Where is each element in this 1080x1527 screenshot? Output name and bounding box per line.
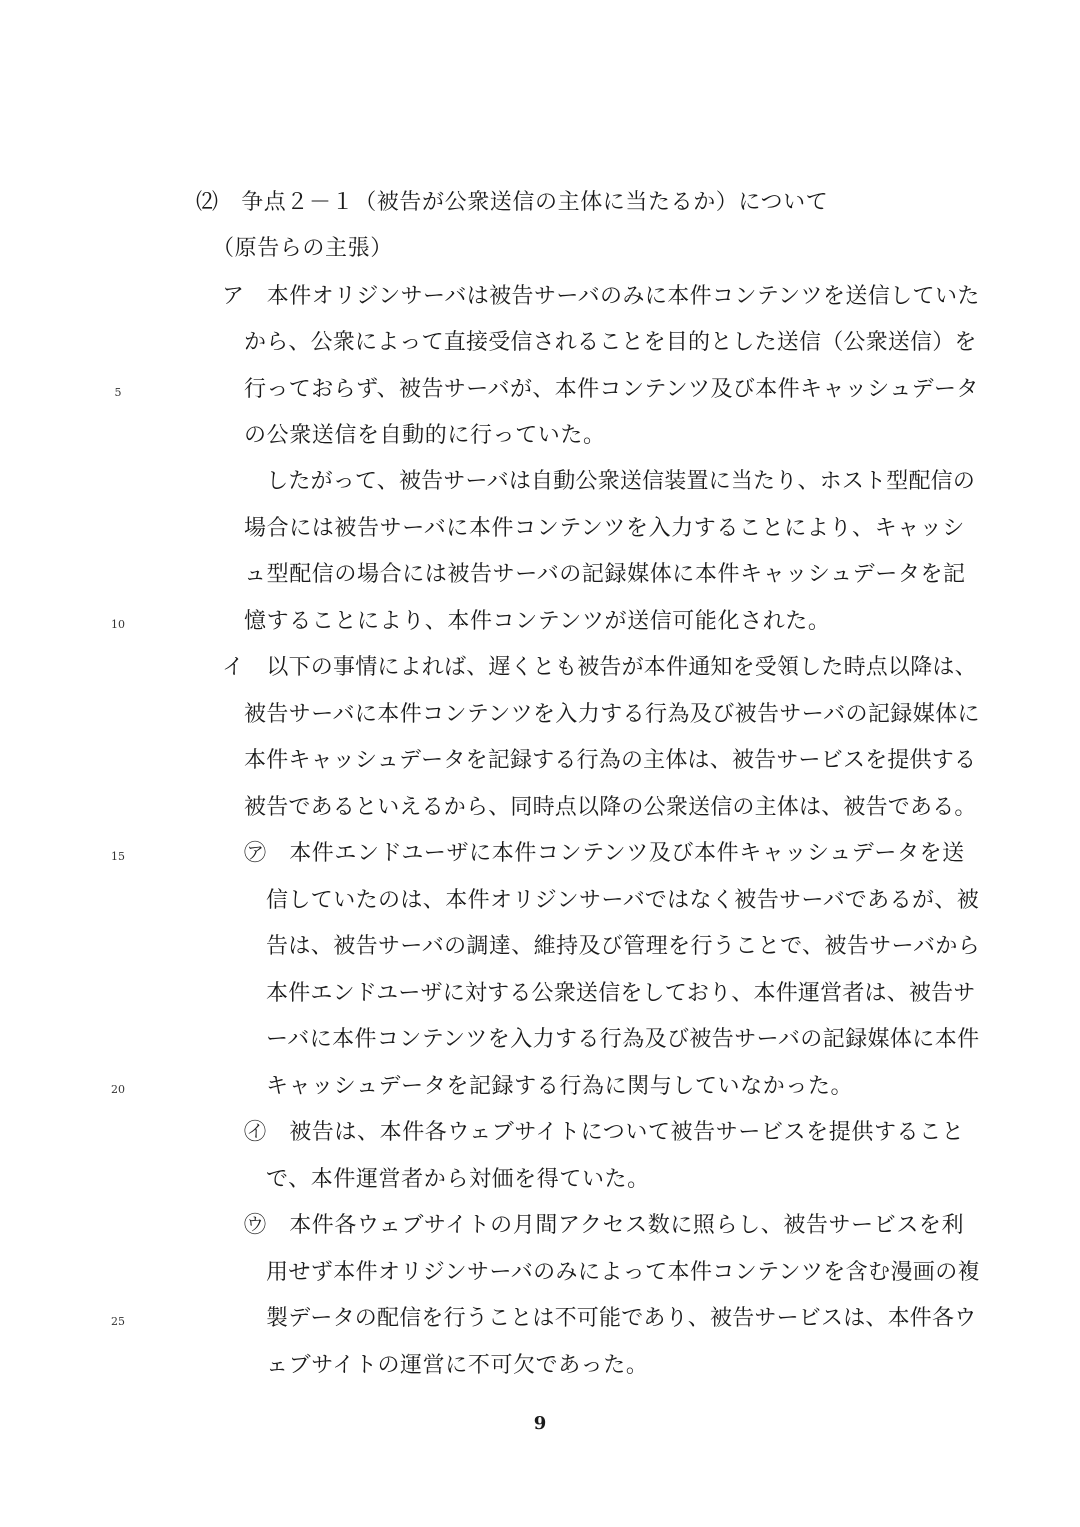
text-line: の公衆送信を自動的に行っていた。 [244, 423, 606, 448]
text-line: 製データの配信を行うことは不可能であり、被告サービスは、本件各ウ [266, 1306, 977, 1331]
text-line: イ 以下の事情によれば、遅くとも被告が本件通知を受領した時点以降は、 [222, 655, 977, 680]
text-line: ア 本件オリジンサーバは被告サーバのみに本件コンテンツを送信していた [222, 284, 980, 309]
page-number: 9 [533, 1413, 547, 1434]
text-line: ェブサイトの運営に不可欠であった。 [266, 1353, 649, 1378]
text-line: 被告であるといえるから、同時点以降の公衆送信の主体は、被告である。 [244, 795, 977, 820]
text-line: 告は、被告サーバの調達、維持及び管理を行うことで、被告サーバから [266, 934, 981, 959]
text-line: したがって、被告サーバは自動公衆送信装置に当たり、ホスト型配信の [244, 469, 976, 494]
text-line: 被告サーバに本件コンテンツを入力する行為及び被告サーバの記録媒体に [244, 702, 980, 727]
text-line: 信していたのは、本件オリジンサーバではなく被告サーバであるが、被 [266, 888, 980, 913]
line-number: 5 [114, 386, 122, 399]
text-line: で、本件運営者から対価を得ていた。 [266, 1167, 650, 1192]
line-number: 15 [111, 850, 125, 863]
text-line: ーバに本件コンテンツを入力する行為及び被告サーバの記録媒体に本件 [266, 1027, 980, 1052]
text-line: キャッシュデータを記録する行為に関与していなかった。 [266, 1074, 854, 1099]
text-line: 本件エンドユーザに対する公衆送信をしており、本件運営者は、被告サ [266, 981, 976, 1006]
text-line: ㋑ 被告は、本件各ウェブサイトについて被告サービスを提供すること [244, 1120, 965, 1145]
line-number: 20 [111, 1083, 125, 1096]
text-line: ㋒ 本件各ウェブサイトの月間アクセス数に照らし、被告サービスを利 [244, 1213, 965, 1238]
text-line: ュ型配信の場合には被告サーバの記録媒体に本件キャッシュデータを記 [244, 562, 966, 587]
text-line: 用せず本件オリジンサーバのみによって本件コンテンツを含む漫画の複 [266, 1260, 981, 1285]
text-line: 行っておらず、被告サーバが、本件コンテンツ及び本件キャッシュデータ [244, 377, 979, 402]
text-line: 場合には被告サーバに本件コンテンツを入力することにより、キャッシ [244, 516, 966, 541]
line-number: 25 [111, 1315, 125, 1328]
text-line: から、公衆によって直接受信されることを目的とした送信（公衆送信）を [244, 330, 977, 355]
text-line: ㋐ 本件エンドユーザに本件コンテンツ及び本件キャッシュデータを送 [244, 841, 965, 866]
line-number: 10 [111, 618, 125, 631]
text-line: 憶することにより、本件コンテンツが送信可能化された。 [244, 609, 831, 634]
section-heading: ⑵ 争点２－１（被告が公衆送信の主体に当たるか）について [196, 190, 829, 215]
subsection-heading: （原告らの主張） [212, 236, 393, 261]
text-line: 本件キャッシュデータを記録する行為の主体は、被告サービスを提供する [244, 748, 977, 773]
